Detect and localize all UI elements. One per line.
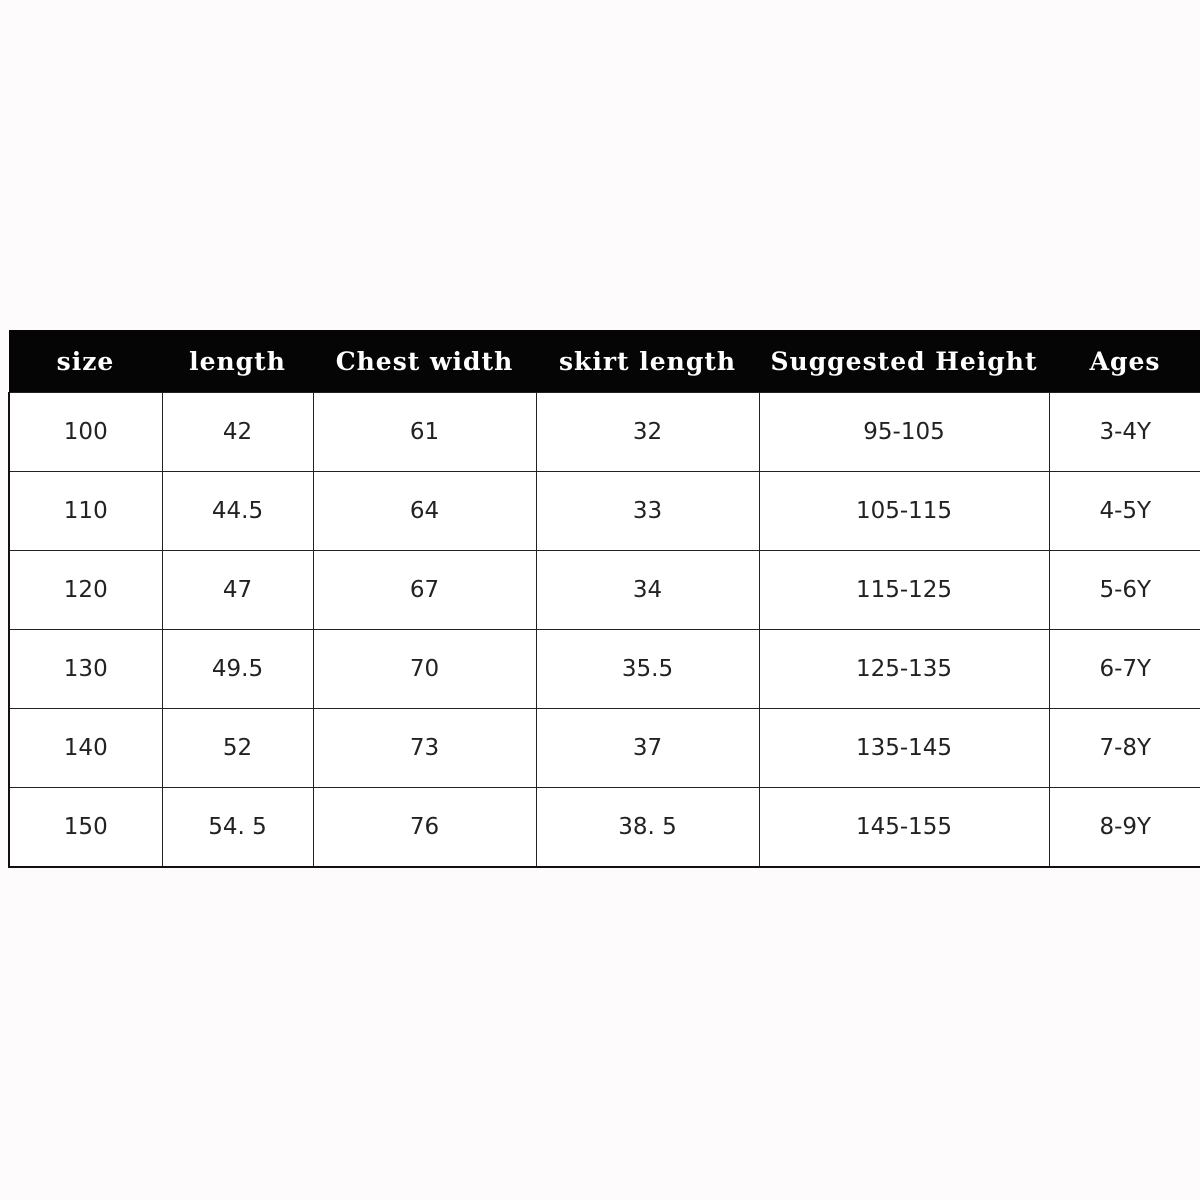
cell-size: 140 xyxy=(9,709,162,788)
cell-size: 120 xyxy=(9,551,162,630)
cell-suggested-height: 105-115 xyxy=(759,472,1049,551)
cell-ages: 5-6Y xyxy=(1049,551,1200,630)
cell-chest-width: 70 xyxy=(313,630,536,709)
header-ages: Ages xyxy=(1049,330,1200,393)
table-row xyxy=(9,630,1200,709)
cell-skirt-length: 34 xyxy=(536,551,759,630)
cell-length: 47 xyxy=(162,551,313,630)
header-skirt-length: skirt length xyxy=(536,330,759,393)
cell-chest-width: 64 xyxy=(313,472,536,551)
header-suggested-height: Suggested Height xyxy=(759,330,1049,393)
cell-length: 52 xyxy=(162,709,313,788)
cell-length: 54. 5 xyxy=(162,788,313,868)
cell-length: 49.5 xyxy=(162,630,313,709)
cell-size: 130 xyxy=(9,630,162,709)
cell-ages: 3-4Y xyxy=(1049,393,1200,472)
cell-suggested-height: 95-105 xyxy=(759,393,1049,472)
header-length: length xyxy=(162,330,313,393)
cell-skirt-length: 33 xyxy=(536,472,759,551)
cell-chest-width: 61 xyxy=(313,393,536,472)
table-row xyxy=(9,788,1200,868)
cell-ages: 4-5Y xyxy=(1049,472,1200,551)
cell-suggested-height: 145-155 xyxy=(759,788,1049,868)
cell-size: 100 xyxy=(9,393,162,472)
header-size: size xyxy=(9,330,162,393)
table-row xyxy=(9,393,1200,472)
cell-length: 44.5 xyxy=(162,472,313,551)
cell-chest-width: 73 xyxy=(313,709,536,788)
cell-suggested-height: 115-125 xyxy=(759,551,1049,630)
cell-suggested-height: 125-135 xyxy=(759,630,1049,709)
cell-size: 110 xyxy=(9,472,162,551)
cell-skirt-length: 35.5 xyxy=(536,630,759,709)
cell-suggested-height: 135-145 xyxy=(759,709,1049,788)
table-row xyxy=(9,472,1200,551)
table-row xyxy=(9,551,1200,630)
cell-length: 42 xyxy=(162,393,313,472)
cell-size: 150 xyxy=(9,788,162,868)
cell-ages: 8-9Y xyxy=(1049,788,1200,868)
cell-skirt-length: 37 xyxy=(536,709,759,788)
table-row xyxy=(9,709,1200,788)
size-chart-table xyxy=(8,330,1200,868)
cell-skirt-length: 38. 5 xyxy=(536,788,759,868)
cell-chest-width: 76 xyxy=(313,788,536,868)
cell-chest-width: 67 xyxy=(313,551,536,630)
cell-skirt-length: 32 xyxy=(536,393,759,472)
header-chest-width: Chest width xyxy=(313,330,536,393)
cell-ages: 7-8Y xyxy=(1049,709,1200,788)
cell-ages: 6-7Y xyxy=(1049,630,1200,709)
table-header-row xyxy=(9,330,1200,393)
